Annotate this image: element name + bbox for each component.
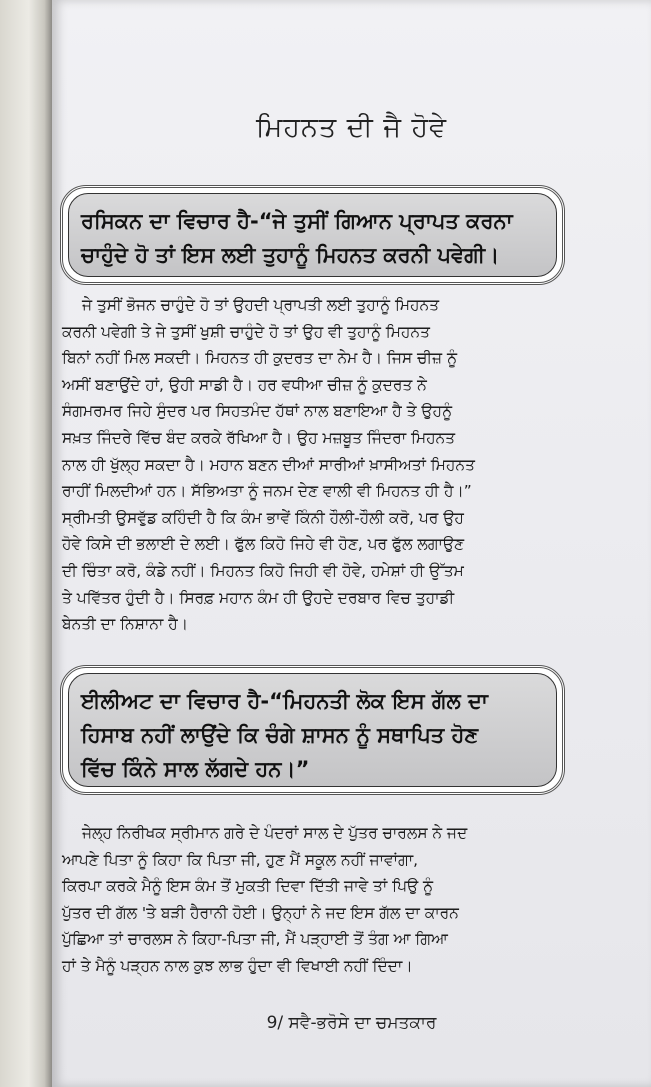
quote-line: ਚਾਹੁੰਦੇ ਹੋ ਤਾਂ ਇਸ ਲਈ ਤੁਹਾਨੂੰ ਮਿਹਨਤ ਕਰਨੀ ਪਵੇਗੀ। — [81, 243, 500, 267]
text-line: ਬੇਨਤੀ ਦਾ ਨਿਸ਼ਾਨਾ ਹੈ। — [62, 615, 189, 634]
text-line: ਨਾਲ ਹੀ ਖੁੱਲ੍ਹ ਸਕਦਾ ਹੈ। ਮਹਾਨ ਬਣਨ ਦੀਆਂ ਸਾਰੀਆਂ ਖ਼ਾਸੀਅਤਾਂ ਮਿਹਨਤ — [62, 455, 475, 474]
text-line: ਅਸੀਂ ਬਣਾਉਂਦੇ ਹਾਂ, ਉਹੀ ਸਾਡੀ ਹੈ। ਹਰ ਵਧੀਆ ਚੀਜ਼ ਨੂੰ ਕੁਦਰਤ ਨੇ — [62, 375, 427, 394]
body-paragraph-1 — [62, 292, 567, 638]
text-line: ਹਾਂ ਤੇ ਮੈਨੂੰ ਪੜ੍ਹਨ ਨਾਲ ਕੁਝ ਲਾਭ ਹੁੰਦਾ ਵੀ ਵਿਖਾਈ ਨਹੀਂ ਦਿੰਦਾ। — [62, 956, 413, 975]
quote-line: ਈਲੀਅਟ ਦਾ ਵਿਚਾਰ ਹੈ-“ਮਿਹਨਤੀ ਲੋਕ ਇਸ ਗੱਲ ਦਾ — [81, 689, 488, 713]
body-paragraph-2 — [62, 820, 567, 980]
text-line: ਕਰਨੀ ਪਵੇਗੀ ਤੇ ਜੇ ਤੁਸੀਂ ਖੁਸ਼ੀ ਚਾਹੁੰਦੇ ਹੋ ਤਾਂ ਉਹ ਵੀ ਤੁਹਾਨੂੰ ਮਿਹਨਤ — [62, 322, 430, 341]
text-line: ਸੰਗਮਰਮਰ ਜਿਹੇ ਸੁੰਦਰ ਪਰ ਸਿਹਤਮੰਦ ਹੱਥਾਂ ਨਾਲ ਬਣਾਇਆ ਹੈ ਤੇ ਉਹਨੂੰ — [62, 402, 452, 421]
text-line: ਕਿਰਪਾ ਕਰਕੇ ਮੈਨੂੰ ਇਸ ਕੰਮ ਤੋਂ ਮੁਕਤੀ ਦਿਵਾ ਦਿੱਤੀ ਜਾਵੇ ਤਾਂ ਪਿਉ ਨੂੰ — [62, 877, 434, 896]
quote-line: ਹਿਸਾਬ ਨਹੀਂ ਲਾਉਂਦੇ ਕਿ ਚੰਗੇ ਸ਼ਾਸਨ ਨੂੰ ਸਥਾਪਿਤ ਹੋਣ — [81, 723, 479, 747]
quote-line: ਵਿੱਚ ਕਿੰਨੇ ਸਾਲ ਲੱਗਦੇ ਹਨ।” — [81, 757, 310, 781]
book-spine-edge — [0, 0, 52, 1087]
quote-box-inner — [68, 673, 557, 787]
chapter-title: ਮਿਹਨਤ ਦੀ ਜੈ ਹੋਵੇ — [255, 112, 448, 143]
book-page — [52, 0, 651, 1087]
text-line: ਜੇ ਤੁਸੀਂ ਭੋਜਨ ਚਾਹੁੰਦੇ ਹੋ ਤਾਂ ਉਹਦੀ ਪ੍ਰਾਪਤੀ ਲਈ ਤੁਹਾਨੂੰ ਮਿਹਨਤ — [82, 296, 439, 314]
text-line: ਪੁੱਤਰ ਦੀ ਗੱਲ 'ਤੇ ਬੜੀ ਹੈਰਾਨੀ ਹੋਈ। ਉਨ੍ਹਾਂ ਨੇ ਜਦ ਇਸ ਗੱਲ ਦਾ ਕਾਰਨ — [62, 903, 459, 922]
text-line: ਪੁੱਛਿਆ ਤਾਂ ਚਾਰਲਸ ਨੇ ਕਿਹਾ-ਪਿਤਾ ਜੀ, ਮੈਂ ਪੜ੍ਹਾਈ ਤੋਂ ਤੰਗ ਆ ਗਿਆ — [62, 930, 448, 949]
text-line: ਦੀ ਚਿੰਤਾ ਕਰੋ, ਕੰਡੇ ਨਹੀਂ। ਮਿਹਨਤ ਕਿਹੋ ਜਿਹੀ ਵੀ ਹੋਵੇ, ਹਮੇਸ਼ਾਂ ਹੀ ਉੱਤਮ — [62, 561, 464, 580]
quote-box-ruskin — [60, 185, 565, 285]
quote-box-eliot — [60, 665, 565, 795]
text-line: ਤੇ ਪਵਿੱਤਰ ਹੁੰਦੀ ਹੈ। ਸਿਰਫ਼ ਮਹਾਨ ਕੰਮ ਹੀ ਉਹਦੇ ਦਰਬਾਰ ਵਿਚ ਤੁਹਾਡੀ — [62, 588, 455, 607]
text-line: ਸ੍ਰੀਮਤੀ ਉਸਵੁੱਡ ਕਹਿੰਦੀ ਹੈ ਕਿ ਕੰਮ ਭਾਵੇਂ ਕਿੰਨੀ ਹੌਲੀ-ਹੌਲੀ ਕਰੋ, ਪਰ ਉਹ — [62, 508, 464, 527]
text-line: ਬਿਨਾਂ ਨਹੀਂ ਮਿਲ ਸਕਦੀ। ਮਿਹਨਤ ਹੀ ਕੁਦਰਤ ਦਾ ਨੇਮ ਹੈ। ਜਿਸ ਚੀਜ਼ ਨੂੰ — [62, 349, 457, 368]
text-line: ਹੋਵੇ ਕਿਸੇ ਦੀ ਭਲਾਈ ਦੇ ਲਈ। ਫੁੱਲ ਕਿਹੋ ਜਿਹੇ ਵੀ ਹੋਣ, ਪਰ ਫੁੱਲ ਲਗਾਉਣ — [62, 535, 465, 554]
quote-box-inner — [68, 193, 557, 277]
text-line: ਆਪਣੇ ਪਿਤਾ ਨੂੰ ਕਿਹਾ ਕਿ ਪਿਤਾ ਜੀ, ਹੁਣ ਮੈਂ ਸਕੂਲ ਨਹੀਂ ਜਾਵਾਂਗਾ, — [62, 850, 419, 869]
text-line: ਸਖ਼ਤ ਜਿੰਦਰੇ ਵਿੱਚ ਬੰਦ ਕਰਕੇ ਰੱਖਿਆ ਹੈ। ਉਹ ਮਜ਼ਬੂਤ ਜਿੰਦਰਾ ਮਿਹਨਤ — [62, 428, 455, 447]
page-footer: 9/ ਸਵੈ-ਭਰੋਸੇ ਦਾ ਚਮਤਕਾਰ — [266, 1013, 437, 1033]
text-line: ਰਾਹੀਂ ਮਿਲਦੀਆਂ ਹਨ। ਸੱਭਿਅਤਾ ਨੂੰ ਜਨਮ ਦੇਣ ਵਾਲੀ ਵੀ ਮਿਹਨਤ ਹੀ ਹੈ।” — [62, 482, 472, 501]
text-line: ਜੇਲ੍ਹ ਨਿਰੀਖਕ ਸ੍ਰੀਮਾਨ ਗਰੇ ਦੇ ਪੰਦਰਾਂ ਸਾਲ ਦੇ ਪੁੱਤਰ ਚਾਰਲਸ ਨੇ ਜਦ — [82, 824, 468, 842]
quote-line: ਰਸਿਕਨ ਦਾ ਵਿਚਾਰ ਹੈ-“ਜੇ ਤੁਸੀਂ ਗਿਆਨ ਪ੍ਰਾਪਤ ਕਰਨਾ — [81, 209, 513, 233]
